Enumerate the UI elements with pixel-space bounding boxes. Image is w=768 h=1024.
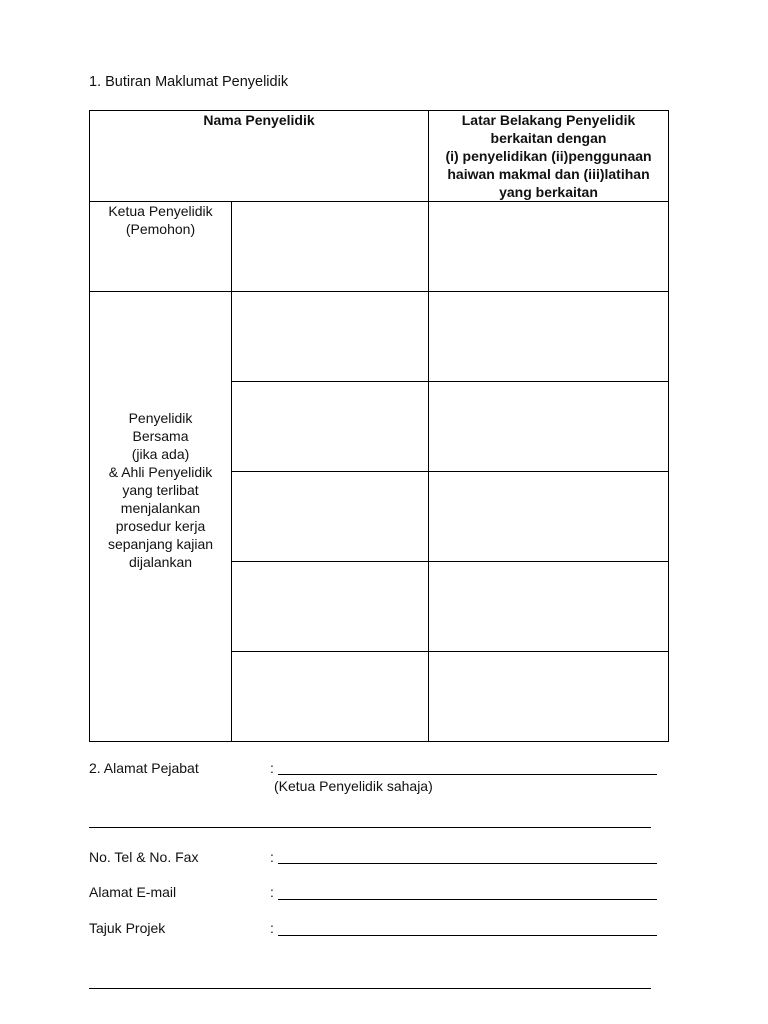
co-label-line: menjalankan: [120, 499, 201, 516]
co-researcher-background-cell[interactable]: [429, 472, 669, 562]
email-label: Alamat E-mail: [89, 884, 177, 900]
section-1-title: 1. Butiran Maklumat Penyelidik: [89, 74, 289, 90]
table-row-lead-researcher: [90, 202, 669, 292]
tel-fax-colon: :: [270, 849, 274, 865]
co-researcher-background-cell[interactable]: [429, 562, 669, 652]
lead-researcher-name-cell[interactable]: [232, 202, 429, 292]
project-title-colon: :: [270, 920, 274, 936]
co-label-line: (jika ada): [131, 445, 190, 462]
co-label-line: dijalankan: [128, 553, 193, 570]
co-label-line: sepanjang kajian: [107, 535, 214, 552]
researcher-details-table: [89, 110, 669, 742]
co-researcher-label: [90, 292, 232, 742]
project-title-label: Tajuk Projek: [89, 920, 166, 936]
lead-researcher-label: [90, 202, 232, 292]
header-background-line: haiwan makmal dan (iii)latihan: [447, 166, 650, 182]
table-row-co-researcher: [90, 292, 669, 382]
office-address-extra-line[interactable]: [89, 827, 651, 828]
email-colon: :: [270, 884, 274, 900]
co-label-line: Bersama: [132, 427, 189, 444]
office-address-input-line[interactable]: [278, 774, 657, 775]
header-researcher-name: Nama Penyelidik: [90, 111, 429, 202]
table-header-row: [90, 111, 669, 202]
header-background-line: berkaitan dengan: [490, 130, 607, 146]
co-label-line: prosedur kerja: [115, 517, 206, 534]
co-researcher-name-cell[interactable]: [232, 292, 429, 382]
co-label-line: Penyelidik: [128, 409, 193, 426]
office-address-label: 2. Alamat Pejabat: [89, 760, 199, 776]
co-researcher-name-cell[interactable]: [232, 562, 429, 652]
header-background-line: yang berkaitan: [499, 184, 598, 200]
office-address-note: (Ketua Penyelidik sahaja): [274, 778, 433, 794]
co-researcher-name-cell[interactable]: [232, 472, 429, 562]
co-researcher-name-cell[interactable]: [232, 652, 429, 742]
co-label-line: yang terlibat: [122, 481, 199, 498]
tel-fax-input-line[interactable]: [278, 863, 657, 864]
co-researcher-background-cell[interactable]: [429, 652, 669, 742]
header-background-line: Latar Belakang Penyelidik: [461, 112, 636, 128]
tel-fax-label: No. Tel & No. Fax: [89, 849, 199, 865]
header-background-line: (i) penyelidikan (ii)penggunaan: [445, 148, 652, 164]
header-researcher-background: [429, 111, 669, 202]
project-title-input-line[interactable]: [278, 935, 657, 936]
co-researcher-background-cell[interactable]: [429, 382, 669, 472]
co-researcher-background-cell[interactable]: [429, 292, 669, 382]
lead-label-line: Ketua Penyelidik: [108, 203, 213, 219]
office-address-colon: :: [270, 760, 274, 776]
email-input-line[interactable]: [278, 899, 657, 900]
co-researcher-name-cell[interactable]: [232, 382, 429, 472]
lead-researcher-background-cell[interactable]: [429, 202, 669, 292]
project-title-extra-line[interactable]: [89, 988, 651, 989]
co-label-line: & Ahli Penyelidik: [108, 463, 213, 480]
lead-label-line: (Pemohon): [125, 221, 196, 237]
